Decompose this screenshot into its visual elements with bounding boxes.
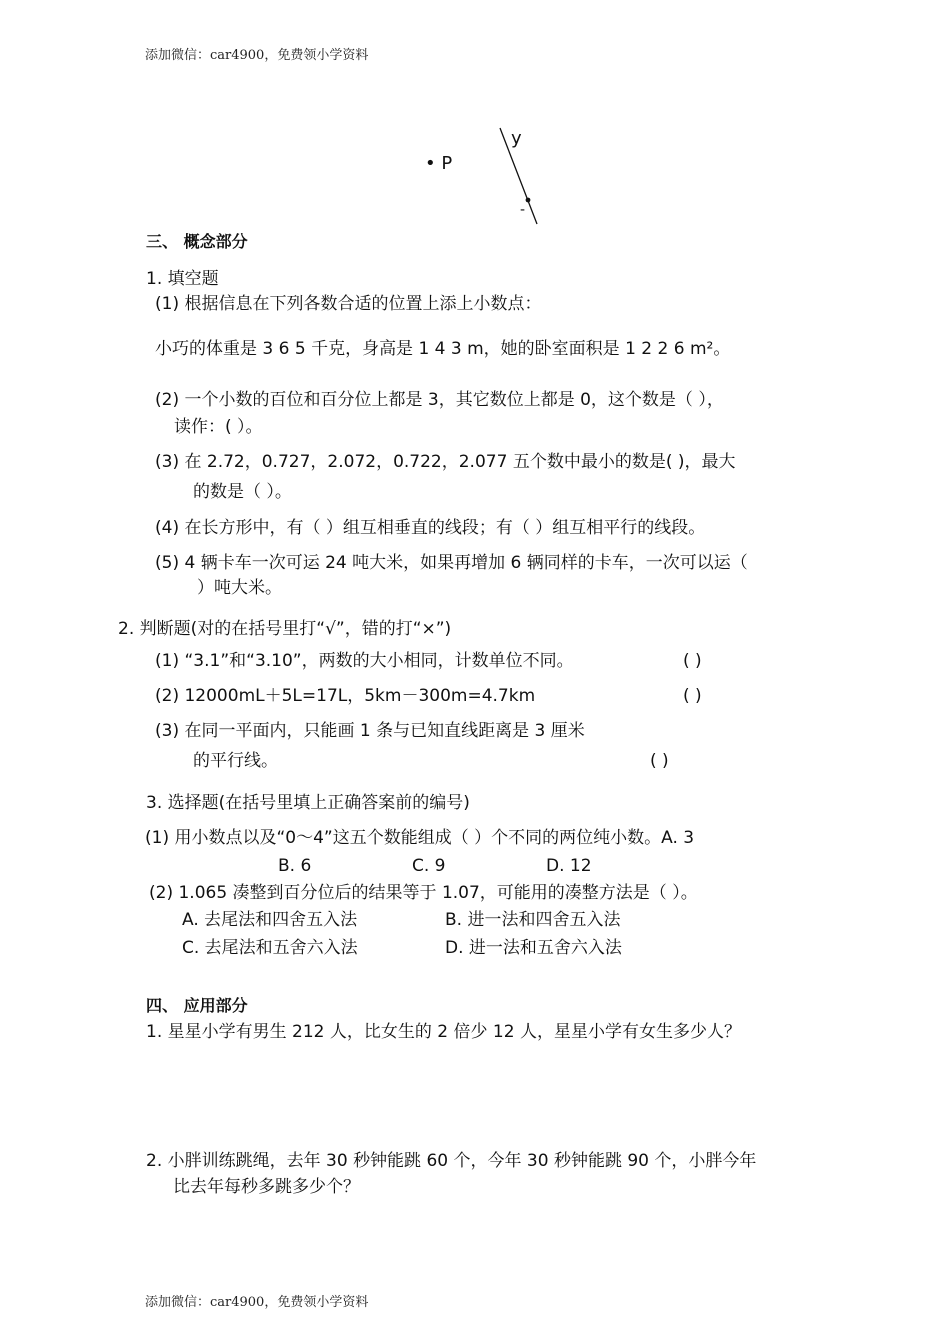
q3-p1-line1: (1) 用小数点以及“0～4”这五个数能组成（ ）个不同的两位纯小数。A. 3 [145, 828, 695, 848]
s4-q1: 1. 星星小学有男生 212 人，比女生的 2 倍少 12 人，星星小学有女生多少人？ [146, 1022, 741, 1042]
q1-p2-line2: 读作：( ）。 [174, 417, 263, 437]
q2-title: 2. 判断题(对的在括号里打“√”，错的打“×”) [118, 619, 452, 639]
q1-title: 1. 填空题 [146, 269, 219, 289]
q1-p3-line1: (3) 在 2.72，0.727，2.072，0.722，2.077 五个数中最小的数是( )，最大 [155, 452, 736, 472]
q2-item-1-paren: ( ) [683, 651, 702, 671]
q1-p2-line1: (2) 一个小数的百位和百分位上都是 3，其它数位上都是 0，这个数是（ ）， [155, 390, 724, 410]
q2-item-3: (3) 在同一平面内，只能画 1 条与已知直线距离是 3 厘米 [155, 721, 585, 741]
q1-p1: (1) 根据信息在下列各数合适的位置上添上小数点： [155, 294, 542, 314]
point-p-label: • P [425, 153, 453, 174]
q3-p1-option-b: B. 6 [278, 856, 312, 876]
page-footer: 添加微信：car4900，免费领小学资料 [145, 1295, 369, 1310]
q2-item-3-line2: 的平行线。 [193, 751, 278, 771]
q2-item-2-paren: ( ) [683, 686, 702, 706]
q3-p2-option-d: D. 进一法和五舍六入法 [445, 938, 622, 958]
line-y-label: y [511, 128, 522, 149]
section4-title: 四、 应用部分 [146, 996, 248, 1015]
q2-item-3-paren: ( ) [650, 751, 669, 771]
q3-p2-option-c: C. 去尾法和五舍六入法 [182, 938, 358, 958]
section3-title: 三、 概念部分 [146, 232, 248, 251]
s4-q2-line2: 比去年每秒多跳多少个？ [173, 1177, 360, 1197]
s4-q2-line1: 2. 小胖训练跳绳，去年 30 秒钟能跳 60 个，今年 30 秒钟能跳 90 个，小胖今年 [146, 1151, 757, 1171]
q3-p2-option-b: B. 进一法和四舍五入法 [445, 910, 621, 930]
q2-item-1: (1) “3.1”和“3.10”，两数的大小相同，计数单位不同。 [155, 651, 574, 671]
q3-p1-option-c: C. 9 [412, 856, 446, 876]
page-header: 添加微信：car4900，免费领小学资料 [145, 48, 369, 63]
q1-p4: (4) 在长方形中，有（ ）组互相垂直的线段；有（ ）组互相平行的线段。 [155, 518, 706, 538]
q3-p2-line1: (2) 1.065 凑整到百分位后的结果等于 1.07，可能用的凑整方法是（ ）。 [149, 883, 698, 903]
q3-p2-option-a: A. 去尾法和四舍五入法 [182, 910, 358, 930]
q1-p1-text: 小巧的体重是 3 6 5 千克，身高是 1 4 3 m，她的卧室面积是 1 2 2 6 m²。 [155, 339, 731, 359]
q1-p5-line2: ）吨大米。 [197, 578, 282, 598]
q2-item-2: (2) 12000mL＋5L=17L，5km－300m=4.7km [155, 686, 536, 706]
q1-p5-line1: (5) 4 辆卡车一次可运 24 吨大米，如果再增加 6 辆同样的卡车，一次可以运（ [155, 553, 748, 573]
q3-p1-option-d: D. 12 [546, 856, 592, 876]
line-y-dot [526, 198, 531, 203]
q1-p3-line2: 的数是（ ）。 [193, 482, 292, 502]
q3-title: 3. 选择题(在括号里填上正确答案前的编号) [146, 793, 470, 813]
line-y-bottom-label: - [520, 202, 526, 218]
